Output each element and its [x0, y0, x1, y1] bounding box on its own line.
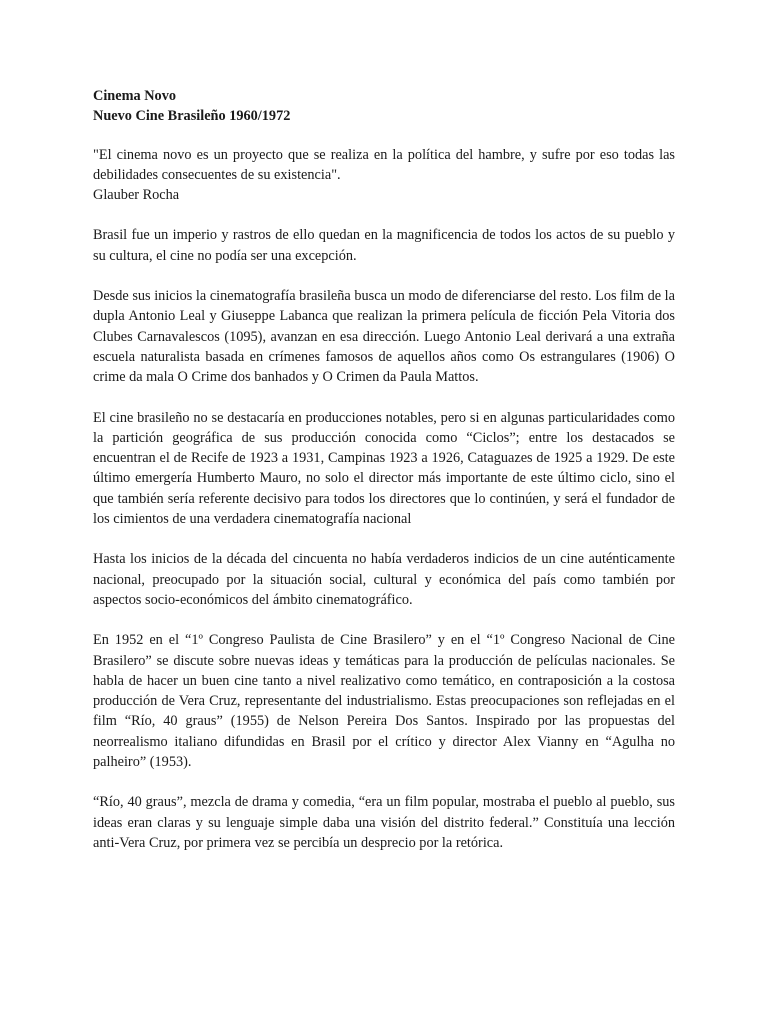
epigraph-quote: "El cinema novo es un proyecto que se realiza en la política del hambre, y sufre por eso todas las debilidades consecuentes de su existencia". [93, 146, 675, 183]
document-page [93, 86, 675, 853]
paragraph-1: Brasil fue un imperio y rastros de ello quedan en la magnificencia de todos los actos de su pueblo y su cultura, el cine no podía ser una excepción. [93, 227, 675, 264]
paragraph-6: “Río, 40 graus”, mezcla de drama y comedia, “era un film popular, mostraba el pueblo al pueblo, sus ideas eran claras y su lenguaje simple daba una visión del distrito federal.” Constituía una lección anti-Vera Cruz, por primera vez se percibía un desprecio por la retórica. [93, 794, 675, 851]
paragraph-5: En 1952 en el “1º Congreso Paulista de Cine Brasilero” y en el “1º Congreso Nacional de Cine Brasilero” se discute sobre nuevas ideas y temáticas para la producción de películas nacionales. Se habla de hacer un buen cine tanto a nivel realizativo como temático, en contraposición a la costosa producción de Vera Cruz, representante del industrialismo. Estas preocupaciones son reflejadas en el film “Río, 40 graus” (1955) de Nelson Pereira Dos Santos. Inspirado por las propuestas del neorrealismo italiano difundidas en Brasil por el crítico y director Alex Vianny en “Agulha no palheiro” (1953). [93, 632, 675, 771]
epigraph [93, 145, 675, 206]
document-subtitle: Nuevo Cine Brasileño 1960/1972 [93, 108, 291, 125]
paragraph-3: El cine brasileño no se destacaría en producciones notables, pero si en algunas particularidades como la partición geográfica de sus producción conocida como “Ciclos”; entre los destacados se encuentran el de Recife de 1923 a 1931, Campinas 1923 a 1926, Cataguazes de 1925 a 1929. De este último emergería Humberto Mauro, no solo el director más importante de este último ciclo, sino el que también sería referente decisivo para todos los directores que lo continúen, y será el fundador de los cimientos de una verdadera cinematografía nacional [93, 409, 675, 528]
paragraph-2: Desde sus inicios la cinematografía brasileña busca un modo de diferenciarse del resto. Los film de la dupla Antonio Leal y Giuseppe Labanca que realizan la primera película de ficción Pela Vitoria dos Clubes Carnavalescos (1095), avanzan en esa dirección. Luego Antonio Leal derivará a una extraña escuela naturalista basada en crímenes famosos de aquellos años como Os estrangulares (1906) O crime da mala O Crime dos banhados y O Crimen da Paula Mattos. [93, 288, 675, 386]
paragraph-4: Hasta los inicios de la década del cincuenta no había verdaderos indicios de un cine auténticamente nacional, preocupado por la situación social, cultural y económica del país como también por aspectos socio-económicos del ámbito cinematográfico. [93, 551, 675, 608]
epigraph-author: Glauber Rocha [93, 187, 180, 204]
document-title: Cinema Novo [93, 88, 176, 104]
